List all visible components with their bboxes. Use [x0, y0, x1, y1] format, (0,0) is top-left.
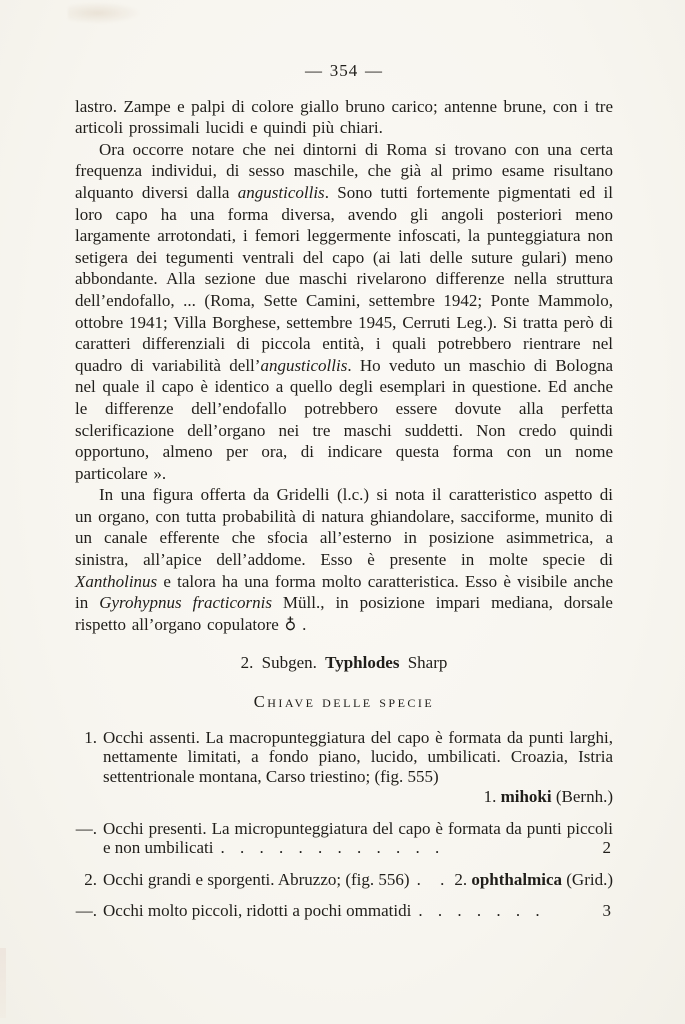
key-couplet-marker: 2. [84, 869, 97, 889]
subgenus-heading: 2. Subgen. Typhlodes Sharp [240, 653, 448, 672]
key-couplet-2 [75, 870, 613, 890]
body-paragraph-roma-males: Ora occorre notare che nei dintorni di Roma si trovano con una certa frequenza individui, di sesso maschile, che già al primo esame risultano alquanto diversi dalla angusticollis. Sono tutti fortemente pigmentati ed il loro capo ha una forma diversa, avendo gli angoli posteriori meno largamente arrotondati, i femori leggermente infoscati, la punteggiatura non setigera dei tegumenti ventrali del capo (ai lati delle suture gulari) meno abbondante. Alla sezione due maschi rivelarono differenze nella struttura dell’endofallo, ... (Roma, Sette Camini, settembre 1942; Ponte Mammolo, ottobre 1941; Villa Borghese, settembre 1945, Cerruti Leg.). Si tratta però di caratteri differenziali di piccola entità, i quali potrebbero rientrare nel quadro di variabilità dell’angusticollis. Ho veduto un maschio di Bologna nel quale il capo è identico a quello degli esemplari in questione. Ed anche le differenze dell’endofallo potrebbero essere dovute alla perfetta sclerificazione dell’organo nei tre maschi suddetti. Non credo quindi opportuno, almeno per ora, di indicare questa forma con un nome particolare ». [75, 139, 613, 483]
dot-leader: . . . . . . . [418, 901, 540, 920]
key-couplet-1-alt [75, 819, 613, 858]
key-couplet-ref-number: 2 [602, 838, 611, 857]
scan-artifact-edge [0, 948, 6, 1018]
page-number: — 354 — [305, 61, 383, 80]
scan-artifact-smudge [68, 2, 142, 24]
key-couplet-ref-number: 3 [602, 901, 611, 920]
text-column [75, 60, 613, 635]
key-couplet-marker: —. [75, 818, 97, 838]
species-key-list [75, 728, 613, 921]
species-key-section [75, 652, 613, 933]
key-couplet-2-alt [75, 901, 613, 921]
species-key-title: Chiave delle specie [253, 692, 435, 711]
key-couplet-text: Occhi assenti. La macropunteggiatura del capo è formata da punti larghi, nettamente limitati, a fondo piano, lucido, umbilicati. Croazia, Istria settentrionale montana, Carso triestino; (fig. 555) [103, 727, 613, 786]
key-couplet-result: 1. mihoki (Bernh.) [483, 787, 613, 806]
key-couplet-result: 2. ophthalmica (Grid.) [454, 869, 613, 889]
key-couplet-text: Occhi molto piccoli, ridotti a pochi ommatidi [103, 901, 412, 920]
dot-leader: . . [416, 869, 445, 889]
key-couplet-text: Occhi grandi e sporgenti. Abruzzo; (fig. 556) [103, 869, 410, 889]
key-couplet-1 [75, 728, 613, 807]
key-couplet-marker: —. [75, 901, 97, 920]
key-couplet-text: Occhi presenti. La micropunteggiatura del capo è formata da punti piccoli e non umbilicati [103, 818, 613, 857]
body-paragraph-gridelli-figure: In una figura offerta da Gridelli (l.c.) si nota il caratteristico aspetto di un organo, con tutta probabilità di natura ghiandolare, sacciforme, munito di un canale efferente che sfocia all’esterno in posizione asimmetrica, a sinistra, all’apice dell’addome. Esso è presente in molte specie di Xantholinus e talora ha una forma molto caratteristica. Esso è visibile anche in Gyrohypnus fracticornis Müll., in posizione impari mediana, dorsale rispetto all’organo copulatore ♁ . [75, 485, 613, 634]
body-paragraph-continuation: lastro. Zampe e palpi di colore giallo bruno carico; antenne brune, con i tre articoli prossimali lucidi e quindi più chiari. [75, 96, 613, 138]
key-couplet-marker: 1. [84, 727, 97, 747]
dot-leader: . . . . . . . . . . . . [220, 838, 440, 857]
